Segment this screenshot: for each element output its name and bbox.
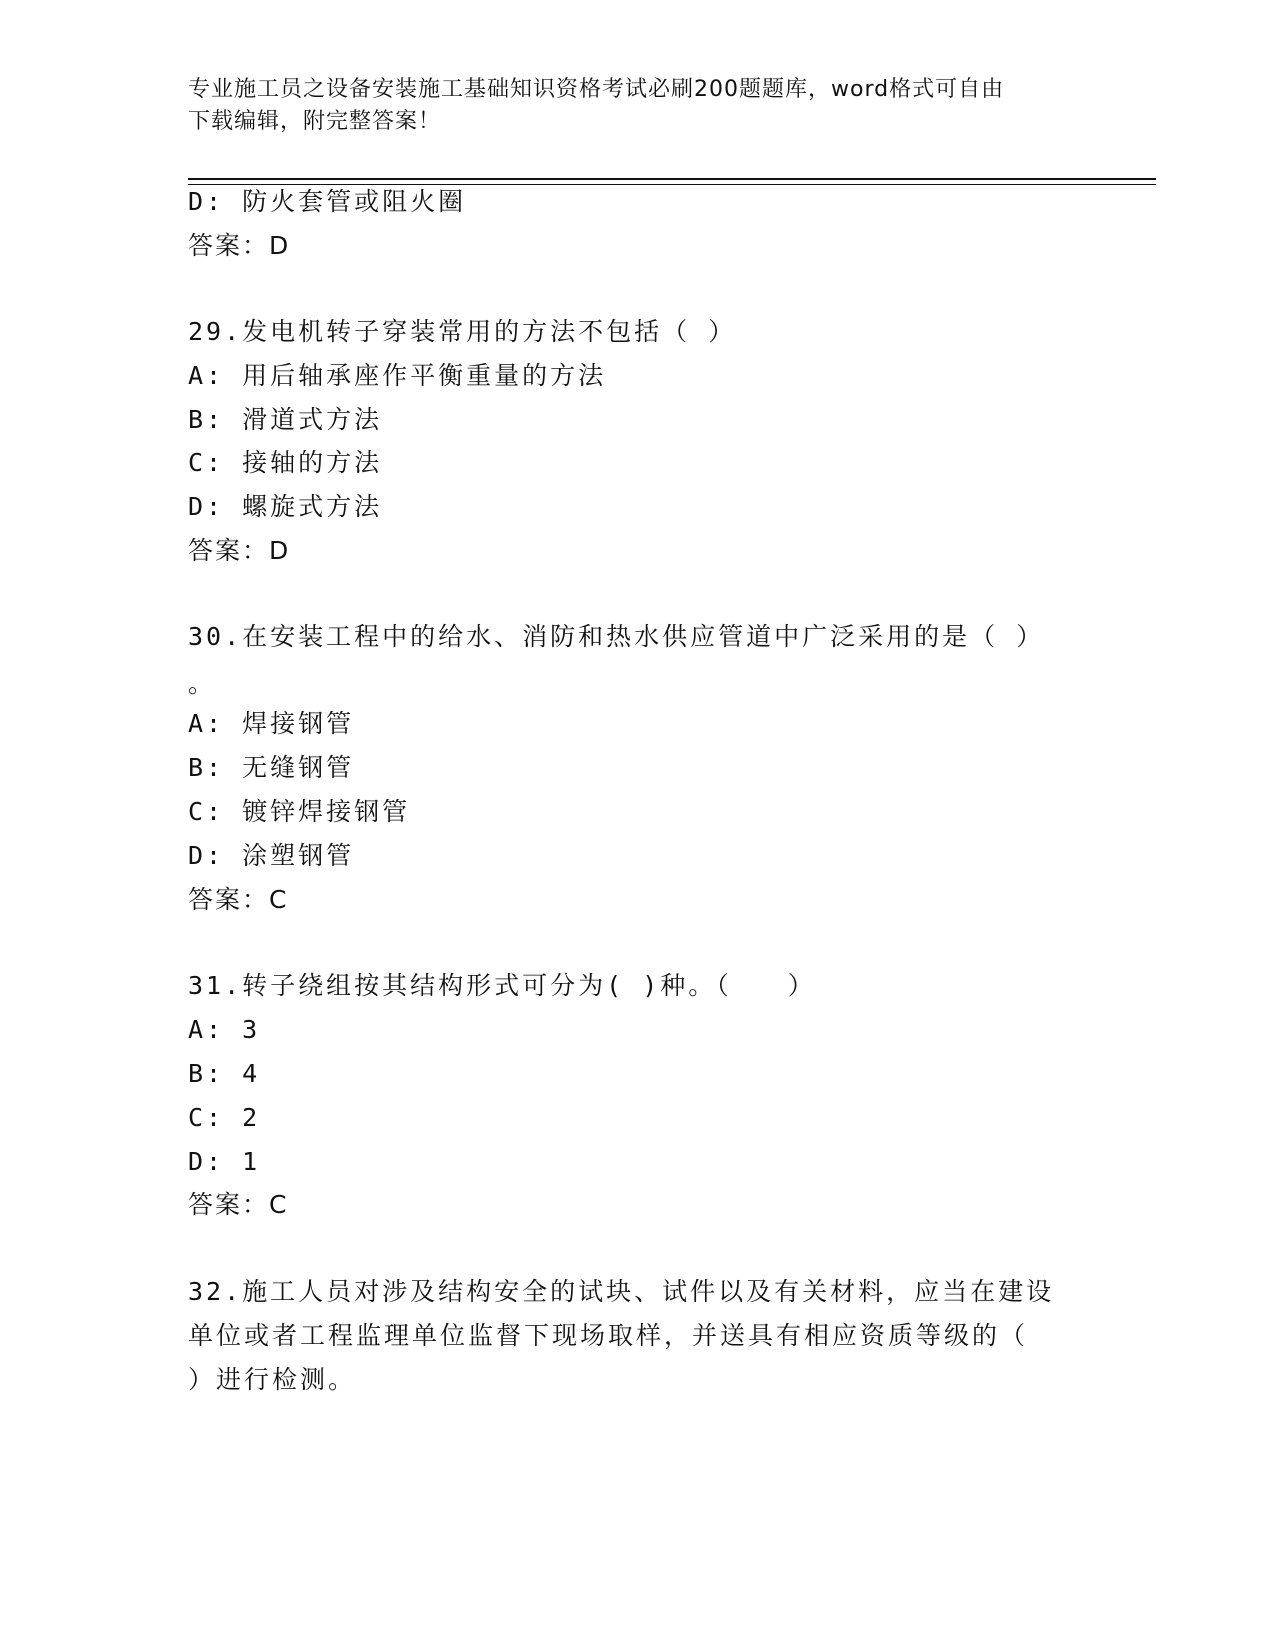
q31-option-d: D: 1	[188, 1147, 261, 1176]
q30-stem-tail: 。	[188, 669, 217, 698]
header-divider-thick	[188, 178, 1156, 180]
header-line-1: 专业施工员之设备安装施工基础知识资格考试必刷200题题库，word格式可自由	[188, 77, 1005, 102]
q30-option-c: C: 镀锌焊接钢管	[188, 797, 411, 826]
q31-option-a: A: 3	[188, 1015, 261, 1044]
q31-option-c: C: 2	[188, 1103, 261, 1132]
prev-option-d: D: 防火套管或阻火圈	[188, 187, 467, 216]
q30-answer: 答案：C	[188, 885, 289, 914]
q31-answer: 答案：C	[188, 1190, 289, 1219]
q30-option-b: B: 无缝钢管	[188, 753, 355, 782]
q29-option-c: C: 接轴的方法	[188, 448, 383, 477]
q31-stem: 31.转子绕组按其结构形式可分为( )种。（ ）	[188, 971, 816, 1000]
q30-stem: 30.在安装工程中的给水、消防和热水供应管道中广泛采用的是（ ）	[188, 622, 1045, 651]
q32-stem-line-1: 32.施工人员对涉及结构安全的试块、试件以及有关材料，应当在建设	[188, 1277, 1055, 1306]
q29-stem: 29.发电机转子穿装常用的方法不包括（ ）	[188, 317, 737, 346]
header-divider-thin	[188, 184, 1156, 185]
q30-option-d: D: 涂塑钢管	[188, 841, 355, 870]
prev-answer: 答案：D	[188, 231, 291, 260]
q29-option-a: A: 用后轴承座作平衡重量的方法	[188, 361, 607, 390]
header-line-2: 下载编辑，附完整答案！	[188, 109, 442, 134]
document-header	[188, 74, 1088, 138]
q32-stem-line-2: 单位或者工程监理单位监督下现场取样，并送具有相应资质等级的（	[188, 1321, 1029, 1350]
q29-answer: 答案：D	[188, 536, 291, 565]
q32-stem-line-3: ）进行检测。	[188, 1365, 357, 1394]
q31-option-b: B: 4	[188, 1059, 261, 1088]
q29-option-b: B: 滑道式方法	[188, 405, 383, 434]
q30-option-a: A: 焊接钢管	[188, 709, 355, 738]
q29-option-d: D: 螺旋式方法	[188, 492, 383, 521]
